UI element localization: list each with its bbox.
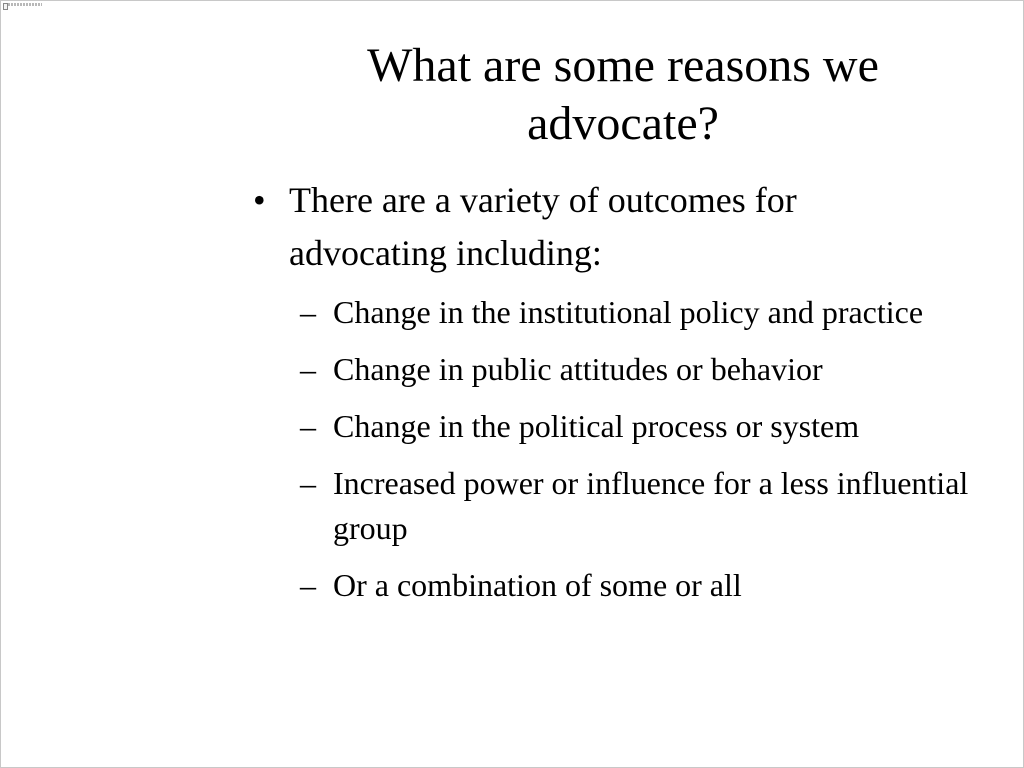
sub-bullet-text: Change in the political process or system (333, 408, 860, 444)
dash-marker: – (300, 351, 316, 387)
sub-bullet-item (300, 290, 993, 335)
sub-bullet-text: Or a combination of some or all (333, 567, 742, 603)
sub-bullet-item (300, 347, 993, 392)
bullet-item (253, 174, 949, 280)
bullet-marker: • (253, 180, 266, 220)
slide-title: What are some reasons we advocate? (367, 39, 879, 150)
sub-bullet-text: Change in public attitudes or behavior (333, 351, 823, 387)
sub-bullet-item (300, 461, 993, 551)
dash-marker: – (300, 294, 316, 330)
bullet-text: There are a variety of outcomes for advocating including: (289, 180, 797, 273)
dash-marker: – (300, 408, 316, 444)
slide-body (253, 174, 1003, 620)
sub-bullet-list (300, 290, 1003, 608)
dash-marker: – (300, 465, 316, 501)
sub-bullet-text: Increased power or influence for a less influential group (333, 465, 969, 546)
sub-bullet-text: Change in the institutional policy and practice (333, 294, 924, 330)
sub-bullet-item (300, 563, 993, 608)
slide-caption-marks (8, 3, 42, 6)
sub-bullet-item (300, 404, 993, 449)
dash-marker: – (300, 567, 316, 603)
